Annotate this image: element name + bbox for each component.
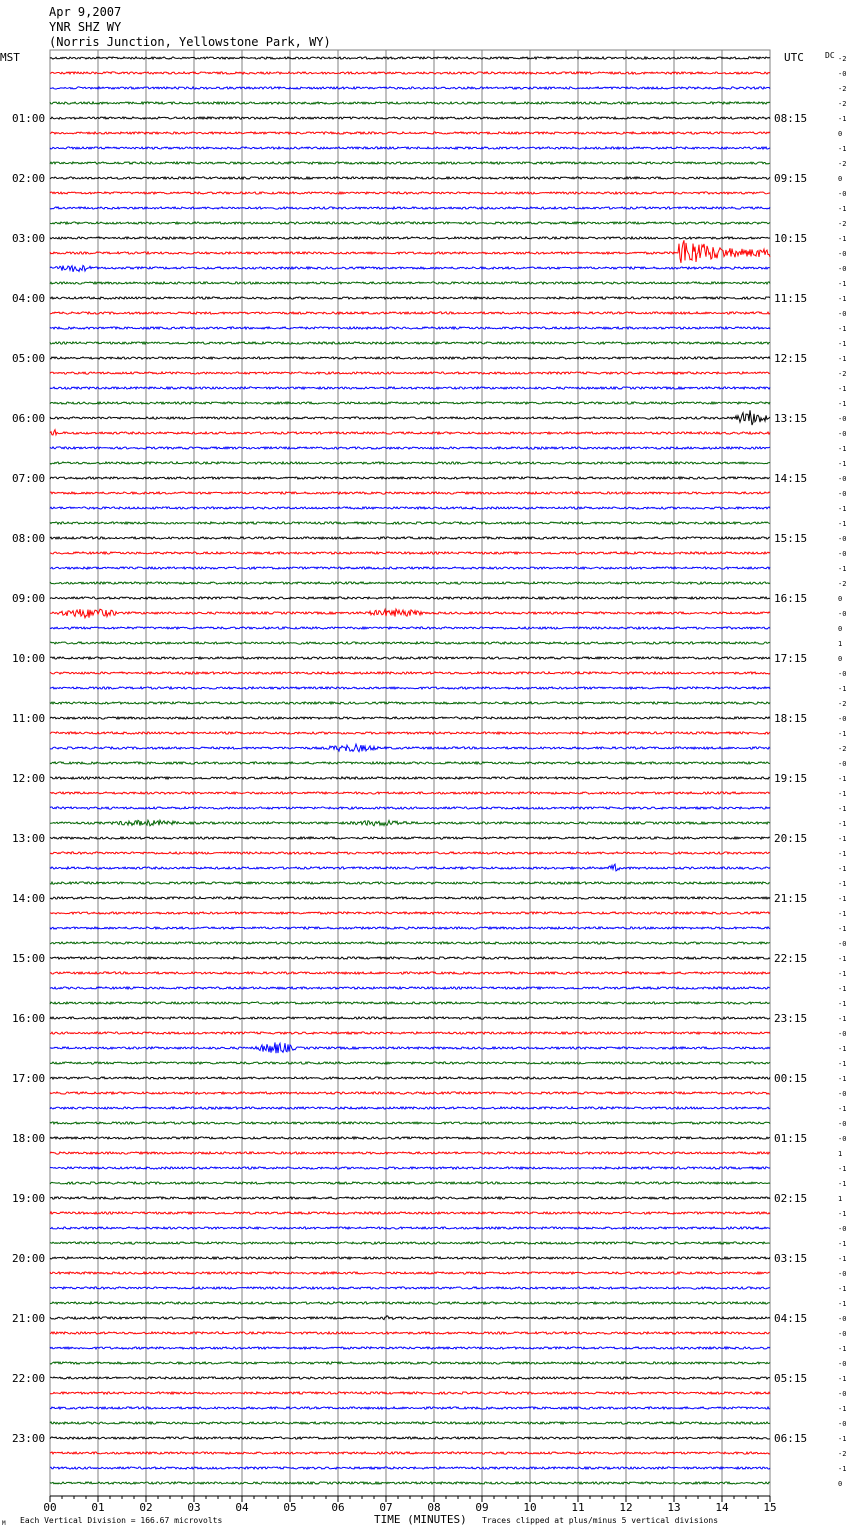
dc-offset-label: -1	[838, 460, 847, 468]
dc-offset-label: -0	[838, 535, 847, 543]
dc-offset-label: -1	[838, 730, 847, 738]
dc-offset-label: -1	[838, 880, 847, 888]
trace-line	[50, 672, 770, 674]
dc-offset-label: 0	[838, 130, 843, 138]
trace-line	[50, 1482, 770, 1484]
left-hour-label: 10:00	[12, 652, 46, 665]
dc-offset-label: -1	[838, 1405, 847, 1413]
left-hour-label: 03:00	[12, 232, 46, 245]
x-axis	[43, 1496, 776, 1514]
dc-offset-label: -1	[838, 805, 847, 813]
right-hour-label: 10:15	[774, 232, 808, 245]
trace-line	[50, 132, 770, 134]
trace-line	[50, 972, 770, 974]
right-hour-label: 08:15	[774, 112, 808, 125]
trace-line	[50, 897, 770, 899]
right-hour-label: 01:15	[774, 1132, 808, 1145]
trace-line	[50, 266, 770, 272]
dc-offset-label: -1	[838, 205, 847, 213]
dc-offset-label: -1	[838, 1465, 847, 1473]
dc-offset-label: -1	[838, 820, 847, 828]
dc-offset-label: -1	[838, 115, 847, 123]
trace-line	[50, 477, 770, 479]
trace-line	[50, 102, 770, 104]
right-hour-label: 11:15	[774, 292, 808, 305]
trace-line	[50, 852, 770, 854]
dc-offset-label: -0	[838, 1030, 847, 1038]
trace-line	[50, 312, 770, 314]
trace-line	[50, 357, 770, 359]
dc-offset-label: -1	[838, 1240, 847, 1248]
dc-offset-label: -0	[838, 190, 847, 198]
dc-offset-label: -0	[838, 1135, 847, 1143]
x-tick-label: 07	[379, 1501, 393, 1514]
trace-line	[50, 1407, 770, 1409]
trace-line	[50, 207, 770, 209]
dc-offset-label: -1	[838, 895, 847, 903]
left-hour-label: 18:00	[12, 1132, 46, 1145]
trace-line	[50, 864, 770, 871]
dc-offset-label: -0	[838, 415, 847, 423]
trace-line	[50, 609, 770, 618]
dc-offset-label: -1	[838, 925, 847, 933]
dc-offset-label: -1	[838, 1375, 847, 1383]
dc-offset-label: -0	[838, 1330, 847, 1338]
left-hour-label: 01:00	[12, 112, 46, 125]
trace-line	[50, 537, 770, 539]
dc-offset-label: 1	[838, 640, 843, 648]
x-tick-label: 04	[235, 1501, 249, 1514]
right-hour-label: 04:15	[774, 1312, 808, 1325]
dc-offset-label: -0	[838, 250, 847, 258]
right-hour-label: 06:15	[774, 1432, 808, 1445]
left-hour-label: 16:00	[12, 1012, 46, 1025]
dc-offset-label: -1	[838, 1345, 847, 1353]
right-hour-label: 23:15	[774, 1012, 808, 1025]
dc-offset-label: -1	[838, 145, 847, 153]
dc-offset-label: -0	[838, 1360, 847, 1368]
right-hour-label: 15:15	[774, 532, 808, 545]
trace-line	[50, 882, 770, 884]
dc-offset-label: -1	[838, 385, 847, 393]
dc-offset-label: 1	[838, 1195, 843, 1203]
dc-offset-label: 0	[838, 595, 843, 603]
trace-line	[50, 430, 770, 435]
dc-offset-label: -1	[838, 1165, 847, 1173]
right-hour-label: 05:15	[774, 1372, 808, 1385]
dc-offset-label: -2	[838, 220, 847, 228]
trace-line	[50, 1362, 770, 1364]
trace-line	[50, 552, 770, 554]
trace-line	[50, 297, 770, 299]
dc-offset-label: -1	[838, 775, 847, 783]
trace-line	[50, 717, 770, 719]
dc-offset-label: -0	[838, 610, 847, 618]
dc-offset-label: -2	[838, 160, 847, 168]
dc-offset-label: -0	[838, 475, 847, 483]
left-hour-label: 22:00	[12, 1372, 46, 1385]
left-hour-label: 06:00	[12, 412, 46, 425]
x-tick-label: 05	[283, 1501, 297, 1514]
dc-offset-label: -0	[838, 310, 847, 318]
dc-offset-label: -2	[838, 1450, 847, 1458]
trace-line	[50, 1467, 770, 1469]
x-tick-label: 13	[667, 1501, 681, 1514]
x-tick-label: 00	[43, 1501, 57, 1514]
trace-line	[50, 402, 770, 404]
dc-offset-label: -0	[838, 760, 847, 768]
dc-offset-label: -0	[838, 1390, 847, 1398]
trace-line	[50, 1137, 770, 1139]
left-hour-label: 08:00	[12, 532, 46, 545]
trace-line	[50, 957, 770, 959]
dc-offset-label: -0	[838, 550, 847, 558]
trace-line	[50, 597, 770, 599]
dc-offset-label: -1	[838, 850, 847, 858]
trace-line	[50, 147, 770, 149]
trace-line	[50, 777, 770, 779]
trace-line	[50, 237, 770, 239]
trace-line	[50, 987, 770, 989]
dc-offset-label: -0	[838, 1420, 847, 1428]
trace-layer	[50, 57, 770, 1484]
scale-note: Each Vertical Division = 166.67 microvolts	[20, 1516, 223, 1525]
dc-offset-label: -1	[838, 280, 847, 288]
trace-line	[50, 732, 770, 734]
left-hour-label: 21:00	[12, 1312, 46, 1325]
left-hour-label: 09:00	[12, 592, 46, 605]
right-hour-label: 03:15	[774, 1252, 808, 1265]
dc-offset-label: -1	[838, 1435, 847, 1443]
x-tick-label: 09	[475, 1501, 489, 1514]
clip-note: Traces clipped at plus/minus 5 vertical divisions	[482, 1516, 719, 1525]
trace-line	[50, 1316, 770, 1320]
trace-line	[50, 702, 770, 704]
dc-offset-label: -2	[838, 55, 847, 63]
right-hour-label: 14:15	[774, 472, 808, 485]
dc-offset-label: -0	[838, 715, 847, 723]
dc-offset-label: -1	[838, 1015, 847, 1023]
left-hour-label: 12:00	[12, 772, 46, 785]
trace-line	[50, 1257, 770, 1259]
trace-line	[50, 837, 770, 839]
trace-line	[50, 912, 770, 914]
trace-line	[50, 447, 770, 449]
trace-line	[50, 1332, 770, 1334]
trace-line	[50, 1017, 770, 1019]
left-hour-label: 15:00	[12, 952, 46, 965]
dc-offset-labels	[838, 55, 846, 1488]
trace-line	[50, 117, 770, 119]
trace-line	[50, 372, 770, 374]
trace-line	[50, 387, 770, 389]
dc-offset-label: -0	[838, 940, 847, 948]
trace-line	[50, 1347, 770, 1349]
right-hour-label: 19:15	[774, 772, 808, 785]
trace-line	[50, 820, 770, 826]
trace-line	[50, 507, 770, 509]
trace-line	[50, 192, 770, 194]
right-hour-label: 21:15	[774, 892, 808, 905]
x-tick-label: 06	[331, 1501, 345, 1514]
dc-offset-label: -0	[838, 1120, 847, 1128]
dc-offset-label: -0	[838, 1270, 847, 1278]
dc-offset-label: -1	[838, 565, 847, 573]
dc-offset-label: -1	[838, 685, 847, 693]
trace-line	[50, 462, 770, 464]
dc-offset-label: -1	[838, 1300, 847, 1308]
dc-offset-label: -1	[838, 400, 847, 408]
right-hour-label: 20:15	[774, 832, 808, 845]
left-hour-label: 07:00	[12, 472, 46, 485]
left-hour-label: 02:00	[12, 172, 46, 185]
dc-offset-label: -0	[838, 1315, 847, 1323]
dc-offset-label: -2	[838, 700, 847, 708]
x-tick-label: 12	[619, 1501, 633, 1514]
trace-line	[50, 1077, 770, 1079]
dc-offset-label: -1	[838, 340, 847, 348]
trace-line	[50, 567, 770, 569]
x-tick-label: 02	[139, 1501, 153, 1514]
left-hour-label: 17:00	[12, 1072, 46, 1085]
trace-line	[50, 410, 770, 425]
dc-offset-label: -1	[838, 1000, 847, 1008]
right-hour-label: 22:15	[774, 952, 808, 965]
trace-line	[50, 1032, 770, 1034]
header-date: Apr 9,2007	[49, 5, 122, 19]
right-hour-labels	[774, 112, 807, 1445]
trace-line	[50, 1152, 770, 1154]
dc-offset-label: -1	[838, 1045, 847, 1053]
left-hour-label: 20:00	[12, 1252, 46, 1265]
dc-offset-label: -0	[838, 490, 847, 498]
trace-line	[50, 1182, 770, 1184]
dc-offset-label: -0	[838, 265, 847, 273]
right-timezone-label: UTC	[784, 51, 804, 64]
right-hour-label: 00:15	[774, 1072, 808, 1085]
trace-line	[50, 1302, 770, 1304]
xaxis-title: TIME (MINUTES)	[374, 1513, 467, 1526]
right-hour-label: 16:15	[774, 592, 808, 605]
dc-offset-label: -1	[838, 985, 847, 993]
plot-frame	[50, 50, 770, 1496]
dc-offset-label: -0	[838, 1225, 847, 1233]
trace-line	[50, 642, 770, 644]
x-tick-label: 01	[91, 1501, 105, 1514]
x-tick-label: 14	[715, 1501, 729, 1514]
x-tick-label: 08	[427, 1501, 441, 1514]
trace-line	[50, 1377, 770, 1379]
header-station: YNR SHZ WY	[49, 20, 122, 34]
trace-line	[50, 744, 770, 752]
right-hour-label: 13:15	[774, 412, 808, 425]
trace-line	[50, 1167, 770, 1169]
dc-offset-label: -2	[838, 100, 847, 108]
trace-line	[50, 522, 770, 524]
trace-line	[50, 1287, 770, 1289]
dc-offset-label: -0	[838, 430, 847, 438]
dc-offset-label: -1	[838, 520, 847, 528]
corner-mark: M	[2, 1520, 6, 1527]
trace-line	[50, 942, 770, 944]
dc-offset-label: -1	[838, 1285, 847, 1293]
trace-line	[50, 177, 770, 179]
dc-offset-label: -1	[838, 325, 847, 333]
dc-offset-label: -1	[838, 235, 847, 243]
trace-line	[50, 1002, 770, 1004]
left-hour-labels	[12, 112, 45, 1445]
dc-offset-label: -0	[838, 1090, 847, 1098]
x-tick-label: 03	[187, 1501, 201, 1514]
dc-offset-label: -1	[838, 835, 847, 843]
trace-line	[50, 687, 770, 689]
trace-line	[50, 1227, 770, 1229]
dc-offset-label: -1	[838, 445, 847, 453]
grid-layer	[50, 50, 770, 1496]
dc-offset-label: -1	[838, 1105, 847, 1113]
right-hour-label: 02:15	[774, 1192, 808, 1205]
dc-offset-label: 0	[838, 625, 843, 633]
trace-line	[50, 87, 770, 89]
dc-offset-label: 0	[838, 175, 843, 183]
trace-line	[50, 240, 770, 263]
trace-line	[50, 762, 770, 764]
dc-offset-label: -1	[838, 970, 847, 978]
trace-line	[50, 582, 770, 584]
trace-line	[50, 342, 770, 344]
dc-offset-label: 0	[838, 655, 843, 663]
header-location: (Norris Junction, Yellowstone Park, WY)	[49, 35, 331, 49]
trace-line	[50, 492, 770, 494]
dc-offset-label: -1	[838, 910, 847, 918]
left-timezone-label: MST	[0, 51, 20, 64]
trace-line	[50, 1122, 770, 1124]
dc-offset-label: -1	[838, 355, 847, 363]
dc-offset-label: 1	[838, 1150, 843, 1158]
trace-line	[50, 627, 770, 629]
trace-line	[50, 72, 770, 74]
trace-line	[50, 1422, 770, 1424]
trace-line	[50, 1092, 770, 1094]
left-hour-label: 19:00	[12, 1192, 46, 1205]
right-hour-label: 18:15	[774, 712, 808, 725]
dc-offset-label: -1	[838, 1060, 847, 1068]
x-tick-label: 10	[523, 1501, 537, 1514]
trace-line	[50, 327, 770, 329]
dc-offset-label: -1	[838, 1180, 847, 1188]
dc-offset-label: -1	[838, 295, 847, 303]
trace-line	[50, 282, 770, 284]
trace-line	[50, 1452, 770, 1454]
dc-offset-label: -2	[838, 580, 847, 588]
trace-line	[50, 1392, 770, 1394]
trace-line	[50, 1197, 770, 1199]
left-hour-label: 14:00	[12, 892, 46, 905]
dc-offset-label: -2	[838, 745, 847, 753]
trace-line	[50, 1062, 770, 1064]
trace-line	[50, 162, 770, 164]
left-hour-label: 23:00	[12, 1432, 46, 1445]
left-hour-label: 11:00	[12, 712, 46, 725]
x-tick-label: 15	[763, 1501, 777, 1514]
left-hour-label: 13:00	[12, 832, 46, 845]
x-tick-label: 11	[571, 1501, 585, 1514]
left-hour-label: 05:00	[12, 352, 46, 365]
dc-offset-label: -0	[838, 670, 847, 678]
right-hour-label: 12:15	[774, 352, 808, 365]
trace-line	[50, 222, 770, 224]
dc-offset-label: -1	[838, 1255, 847, 1263]
dc-offset-label: -0	[838, 70, 847, 78]
dc-offset-label: -1	[838, 790, 847, 798]
dc-offset-label: -1	[838, 865, 847, 873]
dc-offset-label: -1	[838, 1075, 847, 1083]
dc-offset-label: -1	[838, 505, 847, 513]
dc-offset-label: -1	[838, 955, 847, 963]
right-hour-label: 17:15	[774, 652, 808, 665]
trace-line	[50, 1042, 770, 1053]
trace-line	[50, 792, 770, 794]
dc-offset-label: -2	[838, 85, 847, 93]
trace-line	[50, 1272, 770, 1274]
trace-line	[50, 1212, 770, 1214]
left-hour-label: 04:00	[12, 292, 46, 305]
trace-line	[50, 657, 770, 659]
dc-label: DC	[825, 51, 835, 60]
trace-line	[50, 1437, 770, 1439]
trace-line	[50, 1242, 770, 1244]
trace-line	[50, 807, 770, 809]
trace-line	[50, 57, 770, 59]
dc-offset-label: -2	[838, 370, 847, 378]
trace-line	[50, 927, 770, 929]
trace-line	[50, 1107, 770, 1109]
right-hour-label: 09:15	[774, 172, 808, 185]
dc-offset-label: 0	[838, 1480, 843, 1488]
dc-offset-label: -1	[838, 1210, 847, 1218]
